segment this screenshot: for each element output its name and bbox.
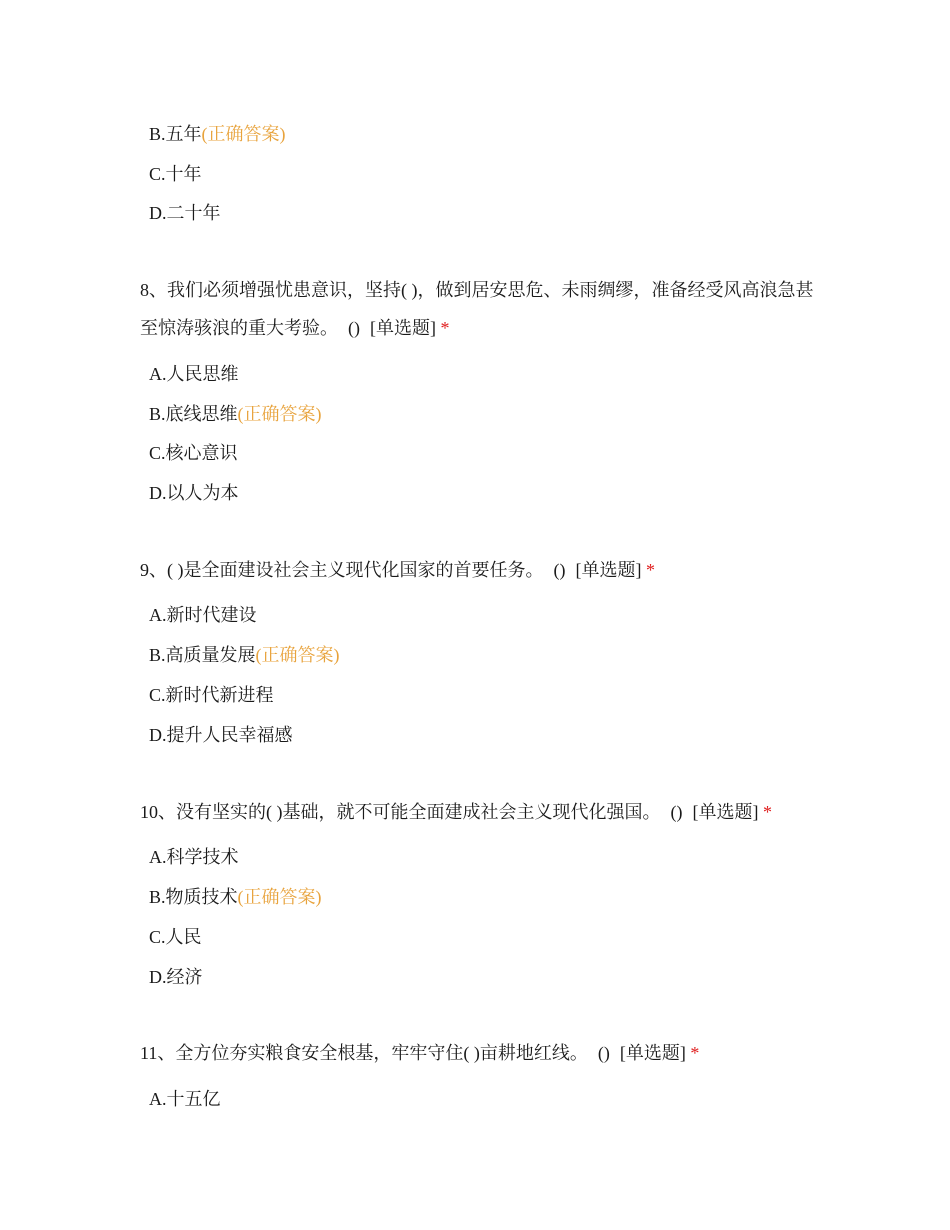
required-mark: *: [440, 318, 450, 338]
question-stem: 11、全方位夯实粮食安全根基，牢牢守住( )亩耕地红线。: [140, 1043, 588, 1063]
question-11-text: [140, 1034, 820, 1072]
question-type: [单选题]: [619, 1043, 686, 1063]
q9-option-b[interactable]: [149, 643, 340, 667]
question-type: [单选题]: [575, 560, 642, 580]
option-label: B.高质量发展: [149, 645, 256, 665]
q8-option-c[interactable]: [149, 441, 238, 465]
option-label: C.核心意识: [149, 443, 238, 463]
question-type: [单选题]: [370, 318, 436, 338]
correct-answer-tag: (正确答案): [237, 887, 322, 907]
question-stem: 8、我们必须增强忧患意识，坚持( )，做到居安思危、未雨绸缪，准备经受风高浪急甚至惊涛骇浪的重大考验。: [140, 280, 814, 338]
question-paren: (): [553, 560, 566, 580]
q8-option-a[interactable]: [149, 362, 239, 386]
option-label: D.以人为本: [149, 483, 239, 503]
q10-option-a[interactable]: [149, 845, 239, 869]
q8-option-d[interactable]: [149, 481, 239, 505]
required-mark: *: [646, 560, 655, 580]
question-stem: 9、( )是全面建设社会主义现代化国家的首要任务。: [140, 560, 544, 580]
option-label: A.新时代建设: [149, 605, 257, 625]
option-label: D.提升人民幸福感: [149, 725, 293, 745]
q11-option-a[interactable]: [149, 1087, 221, 1111]
option-label: B.底线思维: [149, 404, 238, 424]
q10-option-d[interactable]: [149, 965, 203, 989]
option-label: A.人民思维: [149, 364, 239, 384]
question-paren: (): [670, 802, 683, 822]
option-label: D.经济: [149, 967, 203, 987]
required-mark: *: [763, 802, 772, 822]
q7-option-d[interactable]: [149, 201, 221, 225]
question-9-text: [140, 551, 820, 589]
q9-option-c[interactable]: [149, 683, 274, 707]
correct-answer-tag: (正确答案): [201, 124, 286, 144]
correct-answer-tag: (正确答案): [237, 404, 322, 424]
q7-option-b[interactable]: [149, 122, 286, 146]
required-mark: *: [690, 1043, 700, 1063]
option-label: B.物质技术: [149, 887, 238, 907]
q10-option-b[interactable]: [149, 885, 322, 909]
option-label: C.十年: [149, 164, 202, 184]
question-8-text: [140, 271, 820, 347]
question-paren: (): [597, 1043, 610, 1063]
q10-option-c[interactable]: [149, 925, 202, 949]
q7-option-c[interactable]: [149, 162, 202, 186]
option-label: B.五年: [149, 124, 202, 144]
correct-answer-tag: (正确答案): [255, 645, 340, 665]
q9-option-d[interactable]: [149, 723, 293, 747]
question-type: [单选题]: [692, 802, 759, 822]
option-label: A.科学技术: [149, 847, 239, 867]
option-label: C.新时代新进程: [149, 685, 274, 705]
option-label: A.十五亿: [149, 1089, 221, 1109]
question-10-text: [140, 793, 820, 831]
q9-option-a[interactable]: [149, 603, 257, 627]
option-label: D.二十年: [149, 203, 221, 223]
question-paren: (): [348, 318, 360, 338]
option-label: C.人民: [149, 927, 202, 947]
question-stem: 10、没有坚实的( )基础，就不可能全面建成社会主义现代化强国。: [140, 802, 661, 822]
q8-option-b[interactable]: [149, 402, 322, 426]
